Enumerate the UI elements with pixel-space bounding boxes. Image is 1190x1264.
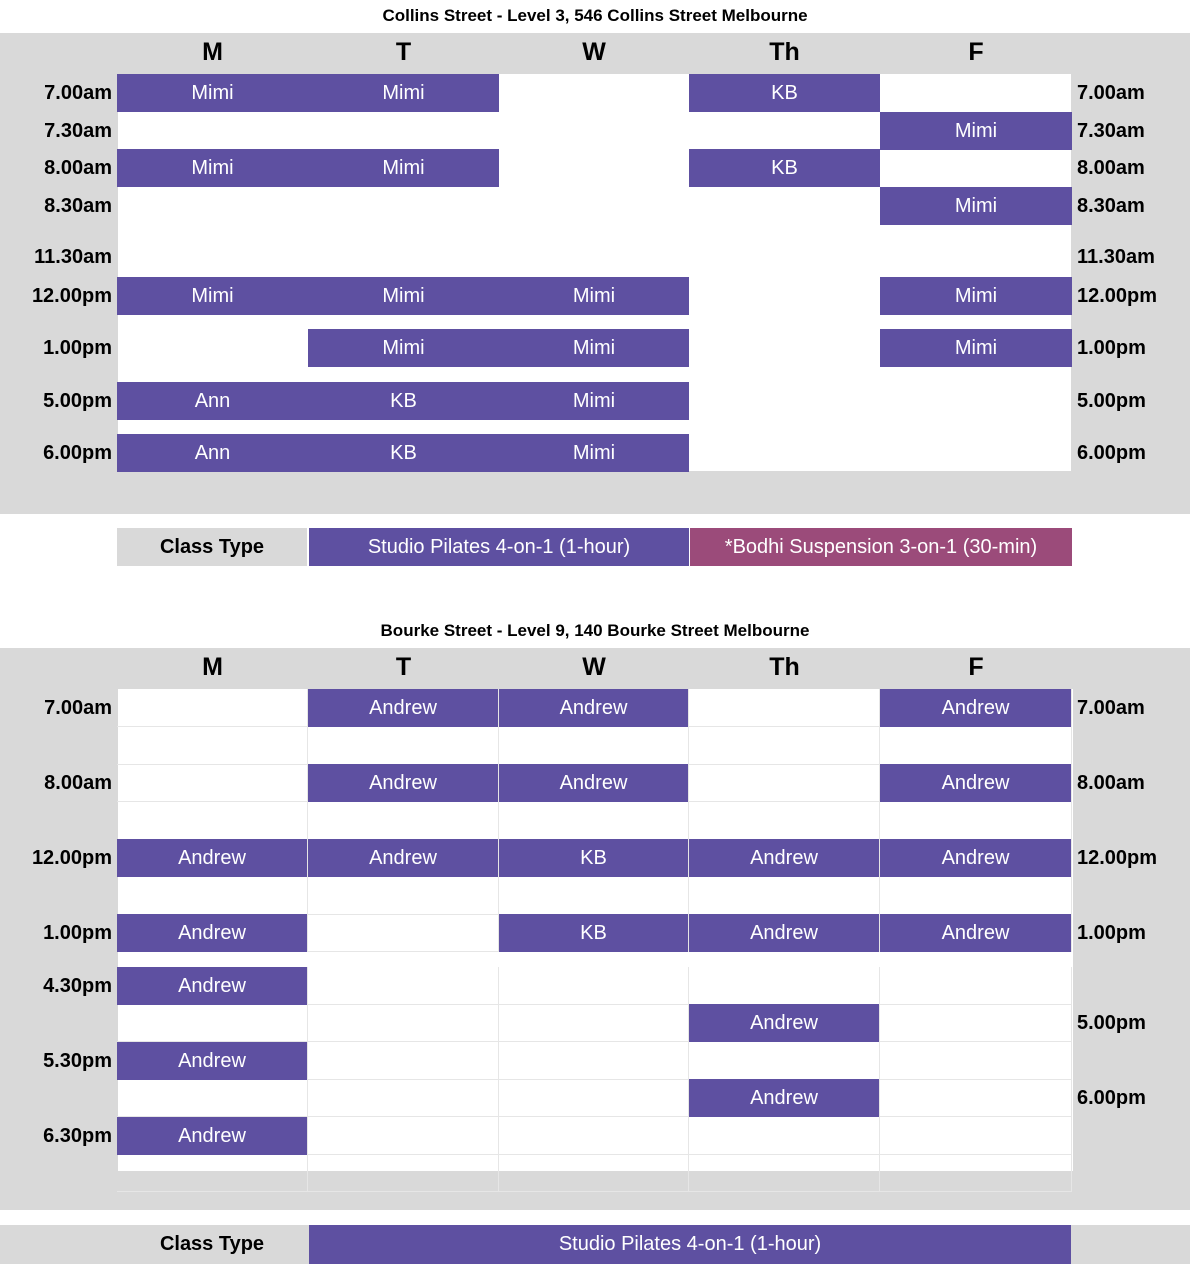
collins-empty-cell [499, 149, 689, 187]
bourke-empty-cell [308, 1079, 499, 1117]
bourke-empty-cell [499, 877, 689, 915]
collins-time-label-right: 7.00am [1077, 81, 1145, 104]
bourke-empty-cell [308, 877, 499, 915]
bourke-class-slot-thursday: Andrew [689, 914, 880, 952]
collins-title: Collins Street - Level 3, 546 Collins Street Melbourne [382, 6, 808, 25]
bourke-time-label: 1.00pm [43, 921, 112, 944]
bourke-empty-cell [117, 1079, 308, 1117]
collins-class-slot-monday: Ann [117, 434, 308, 472]
bourke-empty-cell [880, 802, 1072, 840]
collins-class-slot-wednesday: Mimi [499, 277, 689, 315]
bourke-title: Bourke Street - Level 9, 140 Bourke Street Melbourne [380, 621, 810, 640]
collins-time-label: 8.30am [44, 194, 112, 217]
bourke-time-label: 6.30pm [43, 1124, 112, 1147]
bourke-time-label: 4.30pm [43, 974, 112, 997]
bourke-empty-cell [308, 1042, 499, 1080]
bourke-empty-cell [308, 1004, 499, 1042]
collins-class-slot-tuesday: KB [308, 434, 499, 472]
bourke-empty-cell [117, 1004, 308, 1042]
bourke-empty-cell [689, 689, 880, 727]
bourke-day-header-wednesday: W [582, 653, 606, 681]
bourke-time-label-right: 1.00pm [1077, 921, 1146, 944]
bourke-empty-cell [880, 1154, 1072, 1192]
bourke-class-slot-friday: Andrew [880, 764, 1072, 802]
bourke-empty-cell [689, 802, 880, 840]
bourke-empty-cell [880, 1004, 1072, 1042]
bourke-empty-cell [689, 877, 880, 915]
collins-class-type-label: Class Type [117, 528, 307, 566]
collins-day-header-friday: F [968, 38, 984, 66]
collins-class-slot-tuesday: Mimi [308, 277, 499, 315]
bourke-class-slot-thursday: Andrew [689, 1079, 880, 1117]
bourke-empty-cell [308, 914, 499, 952]
collins-class-slot-monday: Mimi [117, 277, 308, 315]
collins-time-label: 12.00pm [31, 284, 112, 307]
collins-legend-bodhi-suspension: *Bodhi Suspension 3-on-1 (30-min) [690, 528, 1072, 566]
bourke-class-slot-friday: Andrew [880, 914, 1072, 952]
collins-class-slot-monday: Mimi [117, 149, 308, 187]
bourke-class-slot-monday: Andrew [117, 967, 308, 1005]
bourke-empty-cell [499, 1004, 689, 1042]
collins-time-label-right: 8.30am [1077, 194, 1145, 217]
bourke-day-header-monday: M [202, 653, 223, 681]
collins-empty-cell [880, 74, 1072, 112]
bourke-class-slot-wednesday: Andrew [499, 689, 689, 727]
bourke-empty-cell [880, 727, 1072, 765]
collins-empty-cell [117, 112, 308, 150]
bourke-class-slot-tuesday: Andrew [308, 689, 499, 727]
collins-empty-cell [880, 149, 1072, 187]
collins-class-slot-friday: Mimi [880, 112, 1072, 150]
bourke-time-label-right: 5.00pm [1077, 1011, 1146, 1034]
bourke-class-slot-monday: Andrew [117, 839, 308, 877]
collins-time-label-right: 11.30am [1077, 245, 1155, 268]
bourke-empty-cell [308, 1117, 499, 1155]
bourke-empty-cell [499, 1079, 689, 1117]
bourke-timetable-grid [118, 689, 1073, 1171]
collins-empty-cell [689, 329, 880, 367]
collins-empty-cell [499, 238, 689, 276]
collins-class-slot-wednesday: Mimi [499, 382, 689, 420]
bourke-class-slot-thursday: Andrew [689, 1004, 880, 1042]
bourke-empty-cell [689, 1154, 880, 1192]
collins-empty-cell [689, 434, 880, 472]
bourke-class-slot-monday: Andrew [117, 1117, 308, 1155]
bourke-empty-cell [117, 802, 308, 840]
bourke-empty-cell [308, 1154, 499, 1192]
collins-empty-cell [308, 187, 499, 225]
bourke-day-header-friday: F [968, 653, 984, 681]
collins-class-slot-thursday: KB [689, 149, 880, 187]
bourke-day-header-tuesday: T [395, 653, 412, 681]
bourke-class-slot-friday: Andrew [880, 689, 1072, 727]
collins-legend-studio-pilates: Studio Pilates 4-on-1 (1-hour) [309, 528, 689, 566]
bourke-empty-cell [499, 1117, 689, 1155]
collins-empty-cell [880, 238, 1072, 276]
bourke-empty-cell [689, 967, 880, 1005]
collins-day-header-monday: M [202, 38, 223, 66]
collins-class-slot-tuesday: Mimi [308, 74, 499, 112]
collins-class-slot-friday: Mimi [880, 187, 1072, 225]
bourke-empty-cell [499, 967, 689, 1005]
collins-time-label: 7.00am [44, 81, 112, 104]
bourke-empty-cell [117, 1154, 308, 1192]
collins-class-slot-thursday: KB [689, 74, 880, 112]
collins-time-label: 11.30am [34, 245, 112, 268]
collins-day-header-tuesday: T [395, 38, 412, 66]
bourke-class-slot-monday: Andrew [117, 1042, 308, 1080]
collins-empty-cell [117, 329, 308, 367]
bourke-class-slot-monday: Andrew [117, 914, 308, 952]
collins-time-label: 6.00pm [43, 441, 112, 464]
bourke-empty-cell [499, 1154, 689, 1192]
bourke-empty-cell [117, 764, 308, 802]
bourke-empty-cell [880, 877, 1072, 915]
collins-day-header-wednesday: W [582, 38, 606, 66]
bourke-empty-cell [689, 1042, 880, 1080]
collins-empty-cell [689, 277, 880, 315]
bourke-class-type-label: Class Type [117, 1225, 307, 1264]
collins-empty-cell [499, 112, 689, 150]
collins-day-header-thursday: Th [769, 38, 800, 66]
bourke-empty-cell [880, 1042, 1072, 1080]
bourke-empty-cell [308, 967, 499, 1005]
collins-class-slot-friday: Mimi [880, 329, 1072, 367]
collins-time-label-right: 7.30am [1077, 119, 1145, 142]
bourke-empty-cell [689, 1117, 880, 1155]
collins-empty-cell [880, 434, 1072, 472]
bourke-class-slot-wednesday: KB [499, 839, 689, 877]
bourke-empty-cell [499, 802, 689, 840]
bourke-empty-cell [689, 764, 880, 802]
collins-class-slot-monday: Mimi [117, 74, 308, 112]
collins-empty-cell [117, 238, 308, 276]
bourke-time-label: 8.00am [44, 771, 112, 794]
collins-time-label-right: 6.00pm [1077, 441, 1146, 464]
collins-time-label: 5.00pm [43, 389, 112, 412]
collins-empty-cell [880, 382, 1072, 420]
bourke-class-slot-friday: Andrew [880, 839, 1072, 877]
collins-empty-cell [308, 112, 499, 150]
bourke-class-slot-wednesday: KB [499, 914, 689, 952]
bourke-empty-cell [117, 877, 308, 915]
collins-time-label: 7.30am [44, 119, 112, 142]
bourke-empty-cell [880, 1117, 1072, 1155]
collins-class-slot-tuesday: KB [308, 382, 499, 420]
collins-empty-cell [689, 382, 880, 420]
bourke-class-slot-thursday: Andrew [689, 839, 880, 877]
bourke-empty-cell [117, 689, 308, 727]
collins-empty-cell [499, 187, 689, 225]
bourke-time-label-right: 6.00pm [1077, 1086, 1146, 1109]
bourke-empty-cell [499, 1042, 689, 1080]
collins-empty-cell [689, 187, 880, 225]
collins-empty-cell [117, 187, 308, 225]
collins-class-slot-monday: Ann [117, 382, 308, 420]
bourke-time-label-right: 12.00pm [1077, 846, 1158, 869]
collins-timetable-grid [118, 74, 1071, 471]
bourke-time-label: 12.00pm [31, 846, 112, 869]
collins-time-label-right: 8.00am [1077, 156, 1145, 179]
bourke-empty-cell [689, 727, 880, 765]
bourke-time-label-right: 8.00am [1077, 771, 1145, 794]
bourke-time-label-right: 7.00am [1077, 696, 1145, 719]
bourke-empty-cell [308, 727, 499, 765]
bourke-empty-cell [880, 1079, 1072, 1117]
collins-time-label-right: 1.00pm [1077, 336, 1146, 359]
collins-class-slot-friday: Mimi [880, 277, 1072, 315]
collins-empty-cell [689, 238, 880, 276]
bourke-class-slot-tuesday: Andrew [308, 839, 499, 877]
bourke-empty-cell [308, 802, 499, 840]
collins-time-label: 1.00pm [43, 336, 112, 359]
bourke-class-slot-wednesday: Andrew [499, 764, 689, 802]
bourke-time-label: 7.00am [44, 696, 112, 719]
bourke-time-label: 5.30pm [43, 1049, 112, 1072]
collins-time-label-right: 5.00pm [1077, 389, 1146, 412]
collins-time-label-right: 12.00pm [1077, 284, 1158, 307]
collins-class-slot-tuesday: Mimi [308, 149, 499, 187]
collins-empty-cell [308, 238, 499, 276]
bourke-empty-cell [499, 727, 689, 765]
collins-empty-cell [499, 74, 689, 112]
bourke-day-header-thursday: Th [769, 653, 800, 681]
collins-class-slot-wednesday: Mimi [499, 434, 689, 472]
collins-class-slot-tuesday: Mimi [308, 329, 499, 367]
bourke-legend-studio-pilates: Studio Pilates 4-on-1 (1-hour) [309, 1225, 1071, 1264]
collins-class-slot-wednesday: Mimi [499, 329, 689, 367]
bourke-empty-cell [117, 727, 308, 765]
bourke-empty-cell [880, 967, 1072, 1005]
collins-empty-cell [689, 112, 880, 150]
collins-time-label: 8.00am [44, 156, 112, 179]
bourke-class-slot-tuesday: Andrew [308, 764, 499, 802]
